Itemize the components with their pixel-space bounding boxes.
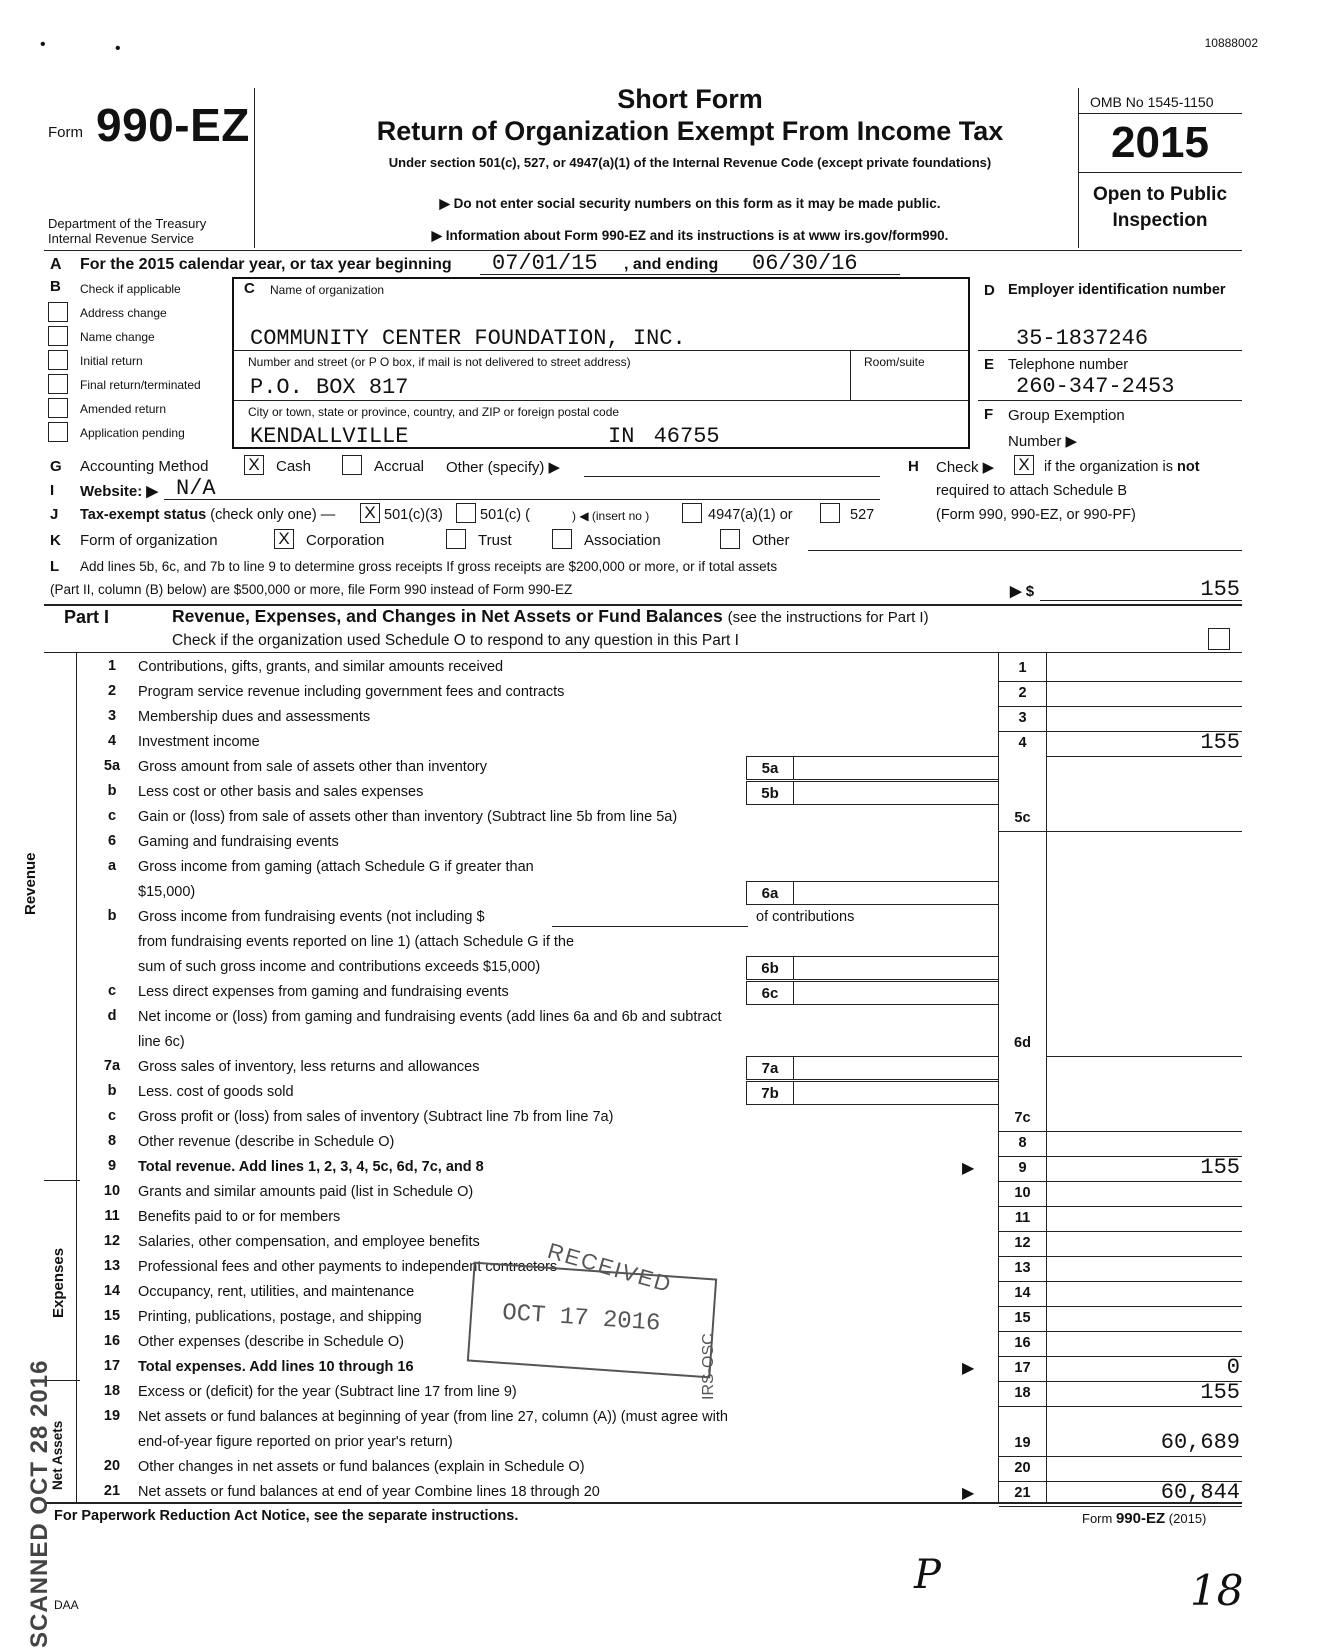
line-box-label: 10 bbox=[1014, 1185, 1031, 1201]
paperwork-notice: For Paperwork Reduction Act Notice, see the separate instructions. bbox=[54, 1508, 519, 1524]
table-row bbox=[0, 1206, 1320, 1231]
table-row bbox=[0, 831, 1320, 856]
name-change-checkbox[interactable] bbox=[48, 326, 68, 346]
line-description: Net income or (loss) from gaming and fundraising events (add lines 6a and 6b and subtract bbox=[138, 1009, 722, 1025]
line-description: Less direct expenses from gaming and fundraising events bbox=[138, 984, 509, 1000]
line-box-label: 4 bbox=[1018, 735, 1027, 751]
line-tail-text: of contributions bbox=[756, 909, 855, 925]
line-a-and-ending: , and ending bbox=[624, 256, 719, 273]
line-description: Net assets or fund balances at beginning of year (from line 27, column (A)) (must agree with bbox=[138, 1409, 728, 1425]
scan-dot: • bbox=[115, 40, 121, 57]
line-description: Other expenses (describe in Schedule O) bbox=[138, 1334, 404, 1350]
room-divider bbox=[850, 350, 851, 400]
form-reference bbox=[1082, 1510, 1206, 1527]
ssn-notice: ▶ Do not enter social security numbers on this form as it may be made public. bbox=[439, 196, 941, 211]
dept-line2: Internal Revenue Service bbox=[48, 231, 194, 246]
line-box-label: 21 bbox=[1014, 1485, 1031, 1501]
irs-info-notice: ▶ Information about Form 990-EZ and its instructions is at www irs.gov/form990. bbox=[431, 228, 949, 243]
line-number: 18 bbox=[103, 1383, 121, 1399]
accrual-label: Accrual bbox=[374, 458, 425, 475]
tax-exempt-label: Tax-exempt status bbox=[80, 507, 207, 523]
shaded-cell bbox=[999, 881, 1046, 906]
address-change-checkbox[interactable] bbox=[48, 302, 68, 322]
section-f-label: F bbox=[984, 406, 994, 423]
phone-value[interactable]: 260-347-2453 bbox=[1016, 374, 1175, 399]
address-change-label: Address change bbox=[80, 306, 167, 320]
form-ref-a: Form bbox=[1082, 1511, 1113, 1526]
line-amount[interactable]: 155 bbox=[1200, 1155, 1240, 1180]
e-rule bbox=[978, 400, 1242, 401]
line-amount[interactable] bbox=[1048, 680, 1240, 705]
part1-bottom-rule bbox=[44, 652, 1242, 653]
other-org-checkbox[interactable] bbox=[720, 529, 740, 549]
line-a-underline bbox=[480, 274, 900, 275]
state-zip-value[interactable]: IN 46755 bbox=[608, 424, 720, 449]
handwritten-18: 18 bbox=[1190, 1566, 1244, 1615]
line-amount[interactable] bbox=[1048, 705, 1240, 730]
line-box-label: 11 bbox=[1014, 1210, 1031, 1226]
line-number: 9 bbox=[107, 1158, 117, 1174]
line-h-text1a: if the organization is bbox=[1044, 459, 1173, 475]
line-box-label: 18 bbox=[1014, 1385, 1031, 1401]
ein-value[interactable]: 35-1837246 bbox=[1016, 326, 1149, 351]
501c3-label: 501(c)(3) bbox=[384, 507, 443, 523]
line-number: 10 bbox=[103, 1183, 121, 1199]
line-amount[interactable] bbox=[1048, 1255, 1240, 1280]
line-box-label: 19 bbox=[1014, 1435, 1031, 1451]
table-row bbox=[0, 706, 1320, 731]
line-box-label: 5c bbox=[1014, 810, 1031, 826]
line-number: b bbox=[107, 1083, 117, 1099]
form-ref-b: 990-EZ bbox=[1115, 1510, 1166, 1527]
trust-label: Trust bbox=[478, 532, 512, 549]
org-name-label: Name of organization bbox=[270, 283, 385, 297]
line-description: Investment income bbox=[138, 734, 260, 750]
room-suite-label: Room/suite bbox=[864, 355, 925, 369]
line-number: c bbox=[107, 808, 117, 824]
line-h-label: H bbox=[908, 458, 919, 475]
street-label: Number and street (or P O box, if mail is not delivered to street address) bbox=[248, 355, 631, 369]
line-amount[interactable] bbox=[1048, 1455, 1240, 1480]
line-number: 21 bbox=[103, 1483, 121, 1499]
other-org-label: Other bbox=[752, 532, 790, 549]
website-line bbox=[164, 499, 880, 500]
ein-label: Employer identification number bbox=[1008, 282, 1226, 298]
table-row bbox=[0, 881, 1320, 906]
line-description: from fundraising events reported on line 1) (attach Schedule G if the bbox=[138, 934, 575, 950]
table-row bbox=[0, 1131, 1320, 1156]
accounting-method-label: Accounting Method bbox=[80, 458, 209, 475]
d-rule bbox=[978, 350, 1242, 351]
table-row bbox=[0, 1031, 1320, 1056]
line-box-label: 12 bbox=[1014, 1235, 1031, 1251]
line-number: 6 bbox=[107, 833, 117, 849]
side-label-expenses: Expenses bbox=[50, 1247, 67, 1318]
4947-label: 4947(a)(1) or bbox=[708, 507, 793, 523]
received-stamp bbox=[467, 1237, 717, 1379]
dept-line1: Department of the Treasury bbox=[48, 216, 207, 231]
header-divider-left bbox=[254, 88, 255, 248]
line-description: Net assets or fund balances at end of year Combine lines 18 through 20 bbox=[138, 1484, 600, 1500]
phone-label: Telephone number bbox=[1008, 357, 1129, 373]
c-rule-2 bbox=[234, 400, 968, 401]
fundraising-amount-line[interactable] bbox=[552, 926, 748, 927]
501c-checkbox[interactable] bbox=[456, 503, 476, 523]
line-l-text2: (Part II, column (B) below) are $500,000 or more, file Form 990 instead of Form 990-EZ bbox=[50, 582, 573, 597]
inline-box-label: 6b bbox=[746, 956, 794, 980]
line-l-underline bbox=[1040, 600, 1242, 601]
line-number: 2 bbox=[107, 683, 117, 699]
line-description: Gaming and fundraising events bbox=[138, 834, 339, 850]
line-description: sum of such gross income and contributions exceeds $15,000) bbox=[138, 959, 541, 975]
group-exemption-number-label: Number ▶ bbox=[1008, 433, 1078, 450]
form-title: Return of Organization Exempt From Income Tax bbox=[376, 116, 1004, 146]
line-number: 3 bbox=[107, 708, 117, 724]
form-word: Form bbox=[48, 124, 83, 141]
open-public-1: Open to Public bbox=[1092, 184, 1228, 205]
year-rule bbox=[1078, 172, 1242, 173]
line-amount[interactable] bbox=[1048, 1030, 1240, 1055]
inline-box-label: 6c bbox=[746, 981, 794, 1005]
initial-return-checkbox[interactable] bbox=[48, 350, 68, 370]
line-h-check: Check ▶ bbox=[936, 459, 995, 476]
received-stamp-text: RECEIVED bbox=[544, 1237, 676, 1298]
final-return-label: Final return/terminated bbox=[80, 378, 201, 392]
527-label: 527 bbox=[850, 507, 875, 523]
trust-checkbox[interactable] bbox=[446, 529, 466, 549]
line-amount[interactable] bbox=[1048, 1205, 1240, 1230]
form-number: 990-EZ bbox=[96, 99, 250, 151]
line-description: Gain or (loss) from sale of assets other than inventory (Subtract line 5b from line 5a) bbox=[138, 809, 678, 825]
shaded-cell bbox=[999, 781, 1046, 806]
section-b-label: B bbox=[50, 278, 61, 295]
table-row bbox=[0, 681, 1320, 706]
inline-amount-field[interactable] bbox=[794, 881, 998, 905]
line-box-label: 3 bbox=[1018, 710, 1027, 726]
line-amount[interactable]: 60,689 bbox=[1160, 1430, 1240, 1455]
amended-return-checkbox[interactable] bbox=[48, 398, 68, 418]
city-value[interactable]: KENDALLVILLE bbox=[250, 424, 409, 449]
line-amount[interactable] bbox=[1048, 1105, 1240, 1130]
line-number: d bbox=[107, 1008, 117, 1024]
table-row bbox=[0, 1406, 1320, 1431]
line-description: end-of-year figure reported on prior year's return) bbox=[138, 1434, 453, 1450]
line-k-label: K bbox=[50, 532, 61, 549]
line-box-label: 8 bbox=[1018, 1135, 1027, 1151]
schedule-b-checkbox[interactable]: X bbox=[1014, 455, 1034, 475]
table-row bbox=[0, 1431, 1320, 1456]
4947-checkbox[interactable] bbox=[682, 503, 702, 523]
line-l-arrow: ▶ $ bbox=[1010, 583, 1035, 600]
association-label: Association bbox=[584, 532, 661, 549]
line-a-label: A bbox=[50, 256, 62, 273]
side-label-net-assets: Net Assets bbox=[50, 1420, 65, 1490]
other-org-line bbox=[808, 550, 1242, 551]
accrual-checkbox[interactable] bbox=[342, 455, 362, 475]
line-description: Less. cost of goods sold bbox=[138, 1084, 294, 1100]
shaded-cell bbox=[999, 956, 1046, 981]
part1-end-rule bbox=[44, 1502, 1242, 1504]
line-arrow: ▶ bbox=[962, 1485, 975, 1502]
part1-title-note: (see the instructions for Part I) bbox=[727, 609, 929, 626]
line-number: b bbox=[107, 908, 117, 924]
irs-osc-stamp: IRS-OSC bbox=[700, 1333, 717, 1400]
line-number: a bbox=[107, 858, 117, 874]
other-method-label: Other (specify) ▶ bbox=[446, 459, 561, 476]
line-number: b bbox=[107, 783, 117, 799]
tax-year-end[interactable]: 06/30/16 bbox=[752, 251, 858, 276]
line-box-label: 15 bbox=[1014, 1310, 1031, 1326]
side-label-revenue: Revenue bbox=[22, 852, 39, 915]
line-description: Gross amount from sale of assets other than inventory bbox=[138, 759, 487, 775]
inline-amount-field[interactable] bbox=[794, 781, 998, 805]
doc-id: 10888002 bbox=[1204, 36, 1258, 50]
line-description: Professional fees and other payments to independent contractors bbox=[138, 1259, 558, 1275]
shaded-cell bbox=[999, 1081, 1046, 1106]
form-of-org-label: Form of organization bbox=[80, 532, 218, 549]
line-number: 8 bbox=[107, 1133, 117, 1149]
line-description: Gross income from gaming (attach Schedule G if greater than bbox=[138, 859, 534, 875]
line-amount[interactable]: 155 bbox=[1200, 730, 1240, 755]
line-box-label: 20 bbox=[1014, 1460, 1031, 1476]
line-box-label: 16 bbox=[1014, 1335, 1031, 1351]
line-amount[interactable] bbox=[1048, 1130, 1240, 1155]
table-row bbox=[0, 1181, 1320, 1206]
527-checkbox[interactable] bbox=[820, 503, 840, 523]
line-description: Total expenses. Add lines 10 through 16 bbox=[138, 1359, 414, 1375]
scan-dot: • bbox=[40, 36, 46, 53]
amended-return-label: Amended return bbox=[80, 402, 167, 416]
website-value[interactable]: N/A bbox=[176, 476, 216, 501]
line-number: 17 bbox=[103, 1358, 121, 1374]
line-h-not: not bbox=[1177, 459, 1200, 475]
table-row bbox=[0, 781, 1320, 806]
line-amount[interactable]: 0 bbox=[1226, 1355, 1240, 1380]
application-pending-checkbox[interactable] bbox=[48, 422, 68, 442]
inline-amount-field[interactable] bbox=[794, 956, 998, 980]
table-row bbox=[0, 756, 1320, 781]
part1-label: Part I bbox=[64, 607, 110, 627]
line-number: 5a bbox=[103, 758, 121, 774]
inline-amount-field[interactable] bbox=[794, 1056, 998, 1080]
line-description: Less cost or other basis and sales expenses bbox=[138, 784, 424, 800]
line-number: c bbox=[107, 1108, 117, 1124]
cash-label: Cash bbox=[276, 458, 312, 475]
table-row bbox=[0, 1106, 1320, 1131]
part1-title-row bbox=[172, 606, 929, 627]
line-amount[interactable] bbox=[1048, 655, 1240, 680]
line-description: Occupancy, rent, utilities, and maintenance bbox=[138, 1284, 415, 1300]
table-row bbox=[0, 1056, 1320, 1081]
line-number: 11 bbox=[104, 1208, 120, 1224]
association-checkbox[interactable] bbox=[552, 529, 572, 549]
city-label: City or town, state or province, country, and ZIP or foreign postal code bbox=[248, 405, 620, 419]
table-row bbox=[0, 656, 1320, 681]
schedule-o-check-text: Check if the organization used Schedule O to respond to any question in this Part I bbox=[172, 632, 739, 649]
501c-label: 501(c) ( bbox=[480, 507, 530, 523]
line-number: 14 bbox=[103, 1283, 121, 1299]
line-number: 1 bbox=[107, 658, 117, 674]
c-rule-1 bbox=[234, 350, 968, 351]
section-b-heading: Check if applicable bbox=[80, 282, 181, 296]
inline-box-label: 5b bbox=[746, 781, 794, 805]
open-public-2: Inspection bbox=[1112, 210, 1208, 231]
section-c-label: C bbox=[244, 280, 255, 297]
table-row bbox=[0, 1081, 1320, 1106]
line-description: Other changes in net assets or fund balances (explain in Schedule O) bbox=[138, 1459, 585, 1475]
table-row bbox=[0, 1381, 1320, 1406]
tax-year: 2015 bbox=[1111, 118, 1209, 167]
line-amount[interactable]: 155 bbox=[1200, 1380, 1240, 1405]
section-e-label: E bbox=[984, 356, 995, 373]
tax-exempt-instr: (check only one) — bbox=[210, 507, 336, 523]
street-value[interactable]: P.O. BOX 817 bbox=[250, 375, 409, 400]
line-description: Printing, publications, postage, and shipping bbox=[138, 1309, 422, 1325]
line-description: Program service revenue including government fees and contracts bbox=[138, 684, 565, 700]
group-exemption-label: Group Exemption bbox=[1008, 407, 1125, 424]
line-amount[interactable] bbox=[1048, 805, 1240, 830]
line-description: Total revenue. Add lines 1, 2, 3, 4, 5c, 6d, 7c, and 8 bbox=[138, 1159, 484, 1175]
line-description: Other revenue (describe in Schedule O) bbox=[138, 1134, 395, 1150]
shaded-cell bbox=[999, 1056, 1046, 1081]
line-description: Gross sales of inventory, less returns and allowances bbox=[138, 1059, 480, 1075]
final-return-checkbox[interactable] bbox=[48, 374, 68, 394]
line-amount[interactable] bbox=[1048, 1305, 1240, 1330]
corporation-label: Corporation bbox=[306, 532, 385, 549]
gross-receipts-value[interactable]: 155 bbox=[1200, 577, 1240, 602]
inline-box-label: 7a bbox=[746, 1056, 794, 1080]
received-stamp-date: OCT 17 2016 bbox=[501, 1299, 662, 1338]
cash-checkbox[interactable]: X bbox=[244, 455, 264, 475]
line-number: 19 bbox=[103, 1408, 121, 1424]
other-method-line bbox=[584, 476, 880, 477]
table-row bbox=[0, 956, 1320, 981]
short-form-title: Short Form bbox=[617, 84, 763, 114]
line-number: 15 bbox=[103, 1308, 121, 1324]
shaded-cell bbox=[999, 756, 1046, 781]
inline-box-label: 5a bbox=[746, 756, 794, 780]
form-subtitle: Under section 501(c), 527, or 4947(a)(1) of the Internal Revenue Code (except private foundations) bbox=[388, 155, 992, 170]
table-row bbox=[0, 906, 1320, 931]
line-box-label: 6d bbox=[1014, 1035, 1031, 1051]
line-h-text3: (Form 990, 990-EZ, or 990-PF) bbox=[936, 507, 1136, 523]
website-label: Website: ▶ bbox=[80, 483, 158, 500]
line-box-label: 9 bbox=[1018, 1160, 1027, 1176]
line-arrow: ▶ bbox=[962, 1360, 975, 1377]
line-description: Gross income from fundraising events (not including $ bbox=[138, 909, 485, 925]
shaded-cell bbox=[999, 981, 1046, 1006]
line-number: 16 bbox=[103, 1333, 121, 1349]
line-description: Contributions, gifts, grants, and similar amounts received bbox=[138, 659, 504, 675]
line-amount[interactable] bbox=[1048, 1330, 1240, 1355]
inline-box-label: 6a bbox=[746, 881, 794, 905]
omb-number: OMB No 1545-1150 bbox=[1090, 94, 1214, 110]
line-amount[interactable] bbox=[1048, 1180, 1240, 1205]
application-pending-label: Application pending bbox=[80, 426, 185, 440]
initial-return-label: Initial return bbox=[80, 354, 143, 368]
line-description: Benefits paid to or for members bbox=[138, 1209, 341, 1225]
line-number: c bbox=[107, 983, 117, 999]
inline-amount-field[interactable] bbox=[794, 1081, 998, 1105]
line-description: Membership dues and assessments bbox=[138, 709, 371, 725]
table-row bbox=[0, 1456, 1320, 1481]
tax-year-begin[interactable]: 07/01/15 bbox=[492, 251, 598, 276]
org-name-value[interactable]: COMMUNITY CENTER FOUNDATION, INC. bbox=[250, 326, 686, 351]
scanned-stamp: SCANNED OCT 28 2016 bbox=[26, 1359, 53, 1648]
table-row bbox=[0, 931, 1320, 956]
inline-amount-field[interactable] bbox=[794, 756, 998, 780]
corporation-checkbox[interactable]: X bbox=[274, 529, 294, 549]
line-box-label: 2 bbox=[1018, 685, 1027, 701]
form-ref-c: (2015) bbox=[1168, 1511, 1207, 1526]
line-box-label: 14 bbox=[1014, 1285, 1031, 1301]
501c3-checkbox[interactable]: X bbox=[360, 503, 380, 523]
line-number: 13 bbox=[103, 1258, 121, 1274]
line-a-text: For the 2015 calendar year, or tax year beginning bbox=[80, 256, 452, 273]
line-l-text1: Add lines 5b, 6c, and 7b to line 9 to determine gross receipts If gross receipts are $200,000 or more, or if total assets bbox=[80, 559, 778, 574]
line-l-label: L bbox=[50, 558, 60, 575]
line-amount[interactable] bbox=[1048, 1280, 1240, 1305]
line-g-label: G bbox=[50, 458, 62, 475]
schedule-o-checkbox[interactable] bbox=[1208, 628, 1230, 650]
line-description: $15,000) bbox=[138, 884, 196, 900]
line-description: line 6c) bbox=[138, 1034, 185, 1050]
line-j-label: J bbox=[50, 506, 59, 523]
inline-amount-field[interactable] bbox=[794, 981, 998, 1005]
part1-title: Revenue, Expenses, and Changes in Net Assets or Fund Balances bbox=[172, 606, 723, 626]
line-number: 20 bbox=[103, 1458, 121, 1474]
table-row bbox=[0, 731, 1320, 756]
line-description: Salaries, other compensation, and employee benefits bbox=[138, 1234, 480, 1250]
line-h-text2: required to attach Schedule B bbox=[936, 483, 1128, 499]
line-number: 4 bbox=[107, 733, 117, 749]
inline-box-label: 7b bbox=[746, 1081, 794, 1105]
line-box-label: 1 bbox=[1018, 660, 1027, 676]
table-row bbox=[0, 981, 1320, 1006]
table-row bbox=[0, 1156, 1320, 1181]
line-description: Excess or (deficit) for the year (Subtract line 17 from line 9) bbox=[138, 1384, 517, 1400]
line-h-text1 bbox=[1044, 459, 1200, 475]
section-d-label: D bbox=[984, 282, 995, 299]
line-number: 12 bbox=[103, 1233, 121, 1249]
line-amount[interactable] bbox=[1048, 1230, 1240, 1255]
line-box-label: 7c bbox=[1014, 1110, 1031, 1126]
table-row bbox=[0, 1006, 1320, 1031]
line-number: 7a bbox=[103, 1058, 121, 1074]
table-row bbox=[0, 806, 1320, 831]
tax-exempt-status bbox=[80, 507, 335, 523]
handwritten-p: P bbox=[914, 1552, 941, 1598]
line-description: Grants and similar amounts paid (list in Schedule O) bbox=[138, 1184, 474, 1200]
line-arrow: ▶ bbox=[962, 1160, 975, 1177]
daa-label: DAA bbox=[54, 1598, 79, 1612]
line-i-label: I bbox=[50, 482, 55, 499]
table-row bbox=[0, 1231, 1320, 1256]
line-box-label: 13 bbox=[1014, 1260, 1031, 1276]
line-amount[interactable]: 60,844 bbox=[1160, 1480, 1240, 1505]
omb-rule bbox=[1078, 113, 1242, 114]
line-description: Gross profit or (loss) from sales of inventory (Subtract line 7b from line 7a) bbox=[138, 1109, 614, 1125]
name-change-label: Name change bbox=[80, 330, 155, 344]
line-box-label: 17 bbox=[1014, 1360, 1031, 1376]
row-rule bbox=[999, 1506, 1242, 1507]
501c-insert-label: ) ◀ (insert no ) bbox=[572, 509, 650, 523]
header-bottom-rule bbox=[44, 250, 1242, 251]
table-row bbox=[0, 856, 1320, 881]
